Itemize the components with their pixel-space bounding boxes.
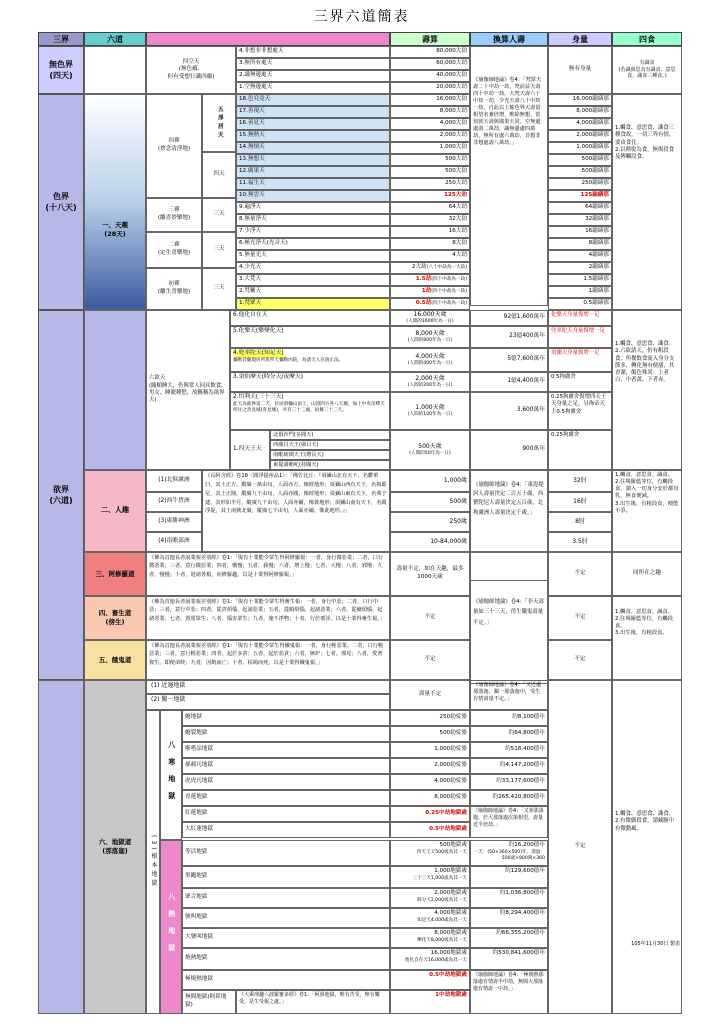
form-size: 500踰繕那	[548, 154, 612, 166]
hot-hell-life-value: 1中劫地獄歲	[435, 992, 467, 998]
hot-hell-life	[390, 840, 470, 866]
hot-hell-convert-value: 約129,600億年	[505, 868, 545, 874]
hot-hell-life-value: 0.5中劫地獄歲	[429, 972, 467, 978]
desire-convert: 23億400萬年	[470, 326, 548, 348]
formless-heaven: 4.非想非非想處天	[236, 46, 390, 58]
hot-hell-life	[390, 990, 470, 1014]
form-life-value: 16,000大劫	[436, 96, 467, 102]
cold-hell: 郝郝凡地獄	[182, 758, 390, 774]
continent: (3)東勝神洲	[146, 512, 202, 532]
asura-life: 壽量不定，如在天趣，最多1000天歲	[390, 552, 470, 596]
desire-heaven	[230, 326, 390, 348]
form-life	[390, 202, 470, 214]
form-size: 0.5踰繕那	[548, 298, 612, 310]
continent: (4)南贍部洲	[146, 532, 202, 552]
dhyana1: 初禪 (離生喜樂地)	[146, 268, 202, 310]
form-life	[390, 298, 470, 310]
hot-hell: 等活地獄	[182, 840, 390, 866]
header-size: 身量	[548, 32, 612, 46]
animal-food: 1.觸食、意思食、識食。 2.住羯羅藍等位，有觸段食。 3.出生後，有粗段食。	[612, 596, 682, 680]
avici-quote: 《大乘理趣六波羅蜜多經》卷1：「阿鼻地獄，唯有苦受，無有樂受，是生受報之處。」	[236, 990, 390, 1014]
form-life-value: 2大劫	[411, 264, 427, 270]
header-life: 壽算	[390, 32, 470, 46]
formless-life: 60,000大劫	[390, 58, 470, 70]
desire-life-value: 1,000天歲	[415, 403, 445, 411]
form-heaven: 9.遍淨天	[236, 202, 390, 214]
form-life	[390, 250, 470, 262]
hot-hell-life	[390, 928, 470, 948]
desire-life	[390, 430, 470, 470]
cold-hell: 皰地獄	[182, 710, 390, 726]
desire-life-value: 2,000天歲	[415, 374, 445, 382]
animal-life: 不定	[390, 596, 470, 640]
heaven-path-label: 一、天趣 (28天)	[102, 221, 128, 238]
form-heaven: 17.善現天	[236, 106, 390, 118]
hot-hell: 燒熱地獄	[182, 948, 390, 970]
human-life: 500歲	[390, 492, 470, 512]
desire-life-note: (人間的400年為一日)	[407, 360, 453, 366]
form-heaven: 7.少淨天	[236, 226, 390, 238]
ghost-size: 不定	[548, 640, 612, 680]
dhyana3: 三禪 (離喜妙樂地)	[146, 198, 202, 232]
root-hells-label: (3)根本地獄	[150, 835, 158, 889]
hot-hell-life-value: 2,000地獄歲	[434, 890, 467, 896]
form-life-value: 4大劫	[452, 252, 467, 258]
form-size: 125踰繕那	[548, 190, 612, 202]
solitary-hells: (2) 獨一地獄	[146, 694, 390, 710]
form-life	[390, 118, 470, 130]
hot-hell: 黑繩地獄	[182, 866, 390, 888]
form-life-value: 2,000大劫	[439, 132, 467, 138]
form-life	[390, 94, 470, 106]
hot-hell-life-value: 8,000地獄歲	[434, 930, 467, 936]
form-heaven: 18.色究竟天	[236, 94, 390, 106]
form-life-value: 32大劫	[448, 216, 467, 222]
header-path: 六道	[84, 32, 146, 46]
cold-hell-life: 0.25中劫地獄歲	[390, 806, 470, 822]
form-life	[390, 214, 470, 226]
desire-life-value: 8,000天歲	[415, 329, 445, 337]
form-life	[390, 130, 470, 142]
four-heavens: 四天	[202, 152, 236, 198]
desire-size: 兜率陀天身量復增一足	[548, 326, 612, 348]
cold-hell-life: 2,000劫娑婆	[390, 758, 470, 774]
formless-life: 40,000大劫	[390, 70, 470, 82]
hot-hell-life-note: 三十三天1,000歲為其一天	[412, 875, 467, 881]
desire-life	[390, 310, 470, 326]
pure-abodes	[202, 94, 236, 152]
desire-size: 化樂天身量復增一足	[548, 310, 612, 326]
form-size: 1,000踰繕那	[548, 142, 612, 154]
hot-hell-convert	[470, 840, 548, 866]
hot-hell-life-note: 知足天4,000歲為其一天	[417, 917, 467, 923]
hot-hell-convert: 《瑜伽師地論》卷4：「極燒熱那落迦有情壽半中劫，無間大那落迦有情壽一中劫。」	[470, 970, 548, 1014]
desire-heaven	[230, 392, 390, 430]
desire-heaven	[230, 348, 390, 372]
form-life-note: (八十中劫為一大劫)	[426, 265, 467, 270]
cold-hell-life: 500劫娑婆	[390, 726, 470, 742]
form-life	[390, 106, 470, 118]
form-life-value: 125大劫	[444, 192, 467, 198]
form-life	[390, 262, 470, 274]
form-size: 8踰繕那	[548, 238, 612, 250]
form-size: 1.5踰繕那	[548, 274, 612, 286]
human-food: 1.觸食、意思食、識食。 2.住羯羅藍等位，有觸段食，謂入一切身分安於都母乳，無食便減。 3.出生後，有粗段食，便能不爭。	[612, 470, 682, 552]
human-life: 250歲	[390, 512, 470, 532]
asura-path: 三、阿修羅道	[84, 552, 146, 596]
cold-hell-convert: 約265,420,800億年	[470, 790, 548, 806]
hot-hell-convert-value: 約530,841,600億年	[492, 950, 545, 956]
hot-hell-life-value: 4,000地獄歲	[434, 910, 467, 916]
human-life: 10-84,000歲	[390, 532, 470, 552]
hot-hell-convert	[470, 888, 548, 908]
animal-size: 不定	[548, 596, 612, 640]
hot-hell: 眾合地獄	[182, 888, 390, 908]
desire-life	[390, 348, 470, 372]
form-size: 250踰繕那	[548, 178, 612, 190]
desire-life	[390, 372, 470, 392]
desire-heaven-name: 6.他化自在天	[233, 312, 268, 318]
hot-hell-convert-note: 一天：(50×360×500)年，壽量：500歲×900萬×360	[473, 849, 545, 861]
four-kings-item: 北俱沙門(多聞天)	[270, 430, 390, 440]
cold-hell-life: 250劫娑婆	[390, 710, 470, 726]
formless-food: 有識食 (若識與思食有識食、意思食，識食三種食。)	[612, 46, 682, 94]
three-heavens-2: 三天	[202, 232, 236, 268]
form-life	[390, 178, 470, 190]
four-kings-item: 南毗琉璃天王(增長天)	[270, 450, 390, 460]
desire-size: 0.25拘盧舍	[548, 430, 612, 470]
near-life: 壽量不定	[390, 680, 470, 710]
hot-hells-label: 八熱地獄	[167, 893, 176, 961]
dhyana4: 四禪 (捨念清淨地)	[146, 94, 202, 198]
hot-hell-life-note: 樂化天8,000歲為其一天	[417, 937, 467, 943]
desire-size: 0.5拘盧舍	[548, 372, 612, 392]
desire-life-value: 500天歲	[418, 442, 442, 450]
form-heaven: 8.無量淨天	[236, 214, 390, 226]
hot-hell: 極燒熱地獄	[182, 970, 390, 990]
cold-hell-convert: 約8,100億年	[470, 710, 548, 726]
realm-formless: 無色界 (四天)	[38, 46, 84, 94]
hot-hell-life	[390, 866, 470, 888]
cold-hell-convert: 《瑜伽師地論》卷4：「又寒那落迦，於大那落迦次第相望，壽量近半倍劫。」	[470, 806, 548, 838]
hot-hell: 號叫地獄	[182, 908, 390, 928]
heaven-path	[84, 94, 146, 310]
hot-hell-convert	[470, 908, 548, 928]
hell-size: 不定	[548, 680, 612, 1014]
hot-hell-life-note: 四天王天500歲為其一天	[416, 849, 467, 855]
dhyana2: 二禪 (定生喜樂地)	[146, 232, 202, 268]
cold-hell-convert: 約4,147,200億年	[470, 758, 548, 774]
cold-hell: 紅蓮地獄	[182, 806, 390, 822]
continent: (2)西牛貨洲	[146, 492, 202, 512]
form-life-value: 1,000大劫	[439, 144, 467, 150]
form-life-value: 16大劫	[448, 228, 467, 234]
formless-life: 80,000大劫	[390, 46, 470, 58]
page-title: 三界六道簡表	[313, 9, 410, 25]
form-heaven: 3.大梵天	[236, 274, 390, 286]
hot-hell-convert-value: 約16,200億年	[508, 842, 545, 848]
form-life	[390, 166, 470, 178]
form-heaven: 13.無想天	[236, 154, 390, 166]
human-path	[84, 470, 146, 552]
form-life	[390, 274, 470, 286]
form-life-value: 0.5劫	[415, 300, 432, 306]
form-size: 2,000踰繕那	[548, 130, 612, 142]
form-life	[390, 142, 470, 154]
root-hells	[146, 710, 160, 1014]
form-life	[390, 286, 470, 298]
desire-life-note: (人間的200年為一日)	[407, 382, 453, 388]
hot-hell-life	[390, 970, 470, 990]
cold-hell-convert: 約518,400億年	[470, 742, 548, 758]
form-size: 1踰繕那	[548, 286, 612, 298]
desire-convert: 900萬年	[470, 430, 548, 470]
form-heaven: 16.善見天	[236, 118, 390, 130]
desire-size: 須彌天身量復增一足	[548, 348, 612, 372]
form-life-value: 4,000大劫	[439, 120, 467, 126]
desire-life	[390, 392, 470, 430]
animal-path: 四、畜生道 (傍生)	[84, 596, 146, 640]
desire-convert: 92億1,600萬年	[470, 310, 548, 326]
human-size: 16肘	[548, 492, 612, 512]
human-convert: 《瑜伽師地論》卷4：「東毘提訶人壽量決定二百五十歲，西瞿陀尼人壽量決定五百歲，北拘盧洲人壽量決定千歲。」	[470, 470, 548, 552]
cold-hell-life: 0.5中劫地獄歲	[390, 822, 470, 838]
desire-heaven	[230, 372, 390, 392]
form-life-value: 500大劫	[445, 168, 467, 174]
form-size: 4踰繕那	[548, 250, 612, 262]
hell-food: 1.觸食、意思食、識食。 2.有微細段食，謂藏腑中有微動風。	[612, 680, 682, 1014]
four-kings-item: 西廣目天王(廣目天)	[270, 440, 390, 450]
form-life-note: (四十中劫為一劫)	[431, 301, 467, 306]
formless-size: 無有身量	[548, 46, 612, 94]
realm-desire: 欲界 (六道)	[38, 310, 84, 680]
hot-hell-convert	[470, 928, 548, 948]
form-heaven: 1.梵眾天	[236, 298, 390, 310]
cold-hell: 皰裂地獄	[182, 726, 390, 742]
near-convert: 《瑜伽師地論》卷4：「又近邊那落迦、獨一那落迦中，受生有情壽量不定。」	[470, 680, 548, 710]
six-desire-heavens: 六欲天 (隨順睡大，仍與常人同具飲食、男女、睡眠種慾，故稱稱為欲界天)	[146, 310, 230, 470]
form-life-note: (四十中劫為一劫)	[431, 289, 467, 294]
cold-hell-convert: 約33,177,600億年	[470, 774, 548, 790]
form-size: 8,000踰繕那	[548, 106, 612, 118]
form-size: 500踰繕那	[548, 166, 612, 178]
cold-hell-life: 8,000劫娑婆	[390, 790, 470, 806]
formless-heaven: 3.無所有處天	[236, 58, 390, 70]
header-blank	[146, 32, 390, 46]
form-size: 64踰繕那	[548, 202, 612, 214]
hot-hell-life-value: 16,000地獄歲	[430, 950, 467, 956]
form-size: 16,000踰繕那	[548, 94, 612, 106]
human-path-label: 二、人趣	[101, 506, 129, 515]
hot-hell-convert-value: 約1,036,800億年	[499, 890, 545, 896]
form-size: 16踰繕那	[548, 226, 612, 238]
form-life	[390, 190, 470, 202]
formless-life: 20,000大劫	[390, 82, 470, 94]
desire-heaven-name: 1.四天王天	[233, 446, 262, 453]
form-heaven: 12.廣果天	[236, 166, 390, 178]
desire-size: 0.25拘盧舍復增四天王天身量之足，另佈帝天主0.5拘盧舍	[548, 392, 612, 430]
three-heavens-1: 三天	[202, 268, 236, 310]
hot-hell: 大號叫地獄	[182, 928, 390, 948]
cold-hells-label: 八寒地獄	[167, 741, 176, 809]
cold-hell: 哳嗒詀地獄	[182, 742, 390, 758]
animal-desc: 《佛為首迦長者說業報差別經》卷1：「復有十業能令眾生得畜生報：一者，身行中惡；二者，口行中惡；三者，意行中惡；四者，從貪煩惱，起諸惡業；五者，從瞋煩惱，起諸惡業；六者，從癡煩惱，起諸惡業；七者，毀罵眾生；八者，惱害眾生；九者，施不淨物；十者，行於邪淫。以是十業得畜生報。」	[146, 596, 390, 640]
desire-heaven	[230, 430, 270, 470]
hot-hell-life	[390, 908, 470, 928]
hot-hells	[160, 840, 182, 1014]
desire-life-note: (人間的50年為一日)	[409, 450, 451, 456]
form-life-value: 8,000大劫	[439, 108, 467, 114]
cold-hell: 大紅蓮地獄	[182, 822, 390, 838]
hot-hell-life-note: 時分天2,000歲為其一天	[417, 897, 467, 903]
four-kings-item: 東提頭賴吒(持國天)	[270, 460, 390, 470]
ghost-path: 五、餓鬼道	[84, 640, 146, 680]
hot-hell-convert	[470, 866, 548, 888]
near-hells: (1) 近邊地獄	[146, 680, 390, 694]
form-size: 4,000踰繕那	[548, 118, 612, 130]
desire-convert: 3,600萬年	[470, 392, 548, 430]
asura-food: 同所在之趣	[612, 552, 682, 596]
hot-hell-convert-value: 約66,355,200億年	[496, 930, 545, 936]
form-size: 2踰繕那	[548, 262, 612, 274]
asura-size: 不定	[548, 552, 612, 596]
desire-convert: 5億7,600萬年	[470, 348, 548, 372]
header-realm: 三界	[38, 32, 84, 46]
desire-heaven-name: 2.忉利天(三十三天)	[233, 394, 284, 400]
form-life-value: 1劫	[421, 288, 432, 294]
form-life	[390, 226, 470, 238]
realm-form: 色界 (十八天)	[38, 94, 84, 310]
desire-heaven-desc: 彌勒菩薩現居所衆所天彌勒內院，為諸天人宣說正法。	[233, 357, 344, 363]
desire-heaven	[230, 310, 390, 326]
asura-desc: 《佛為首迦長者說業報差別經》卷1：「復有十業能令眾生得阿修羅報：一者，身行微惡業；二者，口行微惡業；三者，意行微惡業；四者，憍慢；五者，我慢；六者，增上慢；七者，大慢；八者，邪慢；九者，慢慢；十者，迴諸善根，向修羅趣。以是十業得阿修羅報。」	[146, 552, 390, 596]
form-life-value: 250大劫	[445, 180, 467, 186]
header-convert: 換算人壽	[470, 32, 548, 46]
cold-hell: 青蓮地獄	[182, 790, 390, 806]
form-food: 1.觸食、意思食、識食三種食故，一切三界有情，要由食住。 2.以禪悅為食，無復段食及搏觸段食。	[612, 94, 682, 310]
ghost-life: 不定	[390, 640, 470, 680]
desire-food: 1.觸食、意思食、識食。 2.六欲諸天，仍有粗段食，所餐飲食流入身分支節多，轉化無有便溺，其香潔，飯色殊異：上者白，中者黃，下者赤。	[612, 310, 682, 470]
hot-hell-life	[390, 888, 470, 908]
form-heaven: 6.極光淨天(光音天)	[236, 238, 390, 250]
hot-hell-life-value: 1,000地獄歲	[434, 868, 467, 874]
human-size: 3.5肘	[548, 532, 612, 552]
form-life	[390, 154, 470, 166]
desire-heaven-name: 3.須焰摩天(時分天/夜摩天)	[233, 374, 303, 380]
desire-life-value: 16,000天歲	[413, 310, 447, 318]
form-life-value: 1.5劫	[415, 276, 432, 282]
pure-abodes-label: 五淨居天	[216, 105, 223, 141]
hot-hell-life-note: 他化自在天16,000歲為其一天	[404, 957, 467, 963]
animal-convert: 《瑜伽師地論》卷4：「非天壽量如三十三天，傍生餓鬼壽量不定。」	[470, 580, 548, 684]
cold-hell-convert: 約64,800億年	[470, 726, 548, 742]
hell-realm-col	[38, 680, 84, 1014]
formless-group: 四空天 (無色蘊， 但有受想行識四蘊)	[146, 46, 236, 94]
cold-hells	[160, 710, 182, 840]
form-life-value: 8大劫	[452, 240, 467, 246]
cold-hell-life: 4,000劫娑婆	[390, 774, 470, 790]
continent: (1)北俱盧洲	[146, 470, 202, 492]
form-life-note: (四十中劫為一劫)	[431, 277, 467, 282]
desire-heaven-desc: 此天為欲界第二天，位居須彌山頂上，山頂四方各八天城，加上中央帝釋天所住之善見城(喜見城)，共有三十三處，故稱三十三天。	[233, 401, 385, 413]
human-desc: 《長阿含經》卷18〈閻浮提州品1〉：「佛告比丘：『須彌山北有天下，名鬱單曰，其土正方，縱廣一萬由旬，人面亦方，像彼地形；須彌山西有天下，名拘耶尼，其土正圓，縱廣九千由旬，人面亦圓，像彼地形；須彌山東有天下，名弗于逮，其形如半月，縱廣九千由旬，人面亦爾，像彼地形；須彌山南有天下，名閻浮提，其土南狹北廣，縱廣七千由旬，人面亦爾，像此地形。』」	[202, 470, 390, 552]
header-food: 四食	[612, 32, 682, 46]
form-life	[390, 238, 470, 250]
hot-hell-life	[390, 948, 470, 970]
form-heaven: 15.無熱天	[236, 130, 390, 142]
formless-heaven: 1.空無邊處天	[236, 82, 390, 94]
human-size: 32肘	[548, 470, 612, 492]
desire-heaven-name: 4.兜率陀天(知足天)	[233, 350, 284, 356]
desire-heaven-name: 5.化樂天(樂變化天)	[233, 328, 284, 334]
human-size: 8肘	[548, 512, 612, 532]
form-life-value: 500大劫	[445, 156, 467, 162]
hot-hell-convert	[470, 948, 548, 970]
form-heaven: 5.無量光天	[236, 250, 390, 262]
form-heaven: 11.福生天	[236, 178, 390, 190]
ghost-desc: 《佛為首迦長者說業報差別經》卷1：「復有十業能令眾生得餓鬼報：一者，身行輕惡業；二者，口行輕惡業；三者，意行輕惡業；四者，起於多貪；五者，起於惡貪；六者，嫉妒；七者，邪見；八者，愛著資生，即便命終；九者，因飢而亡；十者，枯渴而死。以是十業得餓鬼報。」	[146, 640, 390, 680]
desire-life	[390, 326, 470, 348]
desire-life-note: (人間的1600年為一日)	[406, 318, 454, 324]
form-heaven: 2.梵輔天	[236, 286, 390, 298]
form-heaven: 14.無煩天	[236, 142, 390, 154]
formless-heaven: 2.識無邊處天	[236, 70, 390, 82]
desire-convert: 1億4,400萬年	[470, 372, 548, 392]
hot-hell-life-value: 500地獄歲	[439, 842, 467, 848]
hot-hell: 無間地獄(阿鼻地獄)	[182, 990, 236, 1014]
desire-life-note: (人間的800年為一日)	[407, 337, 453, 343]
form-life-value: 64大劫	[448, 204, 467, 210]
desire-life-note: (人間的100年為一日)	[407, 411, 453, 417]
three-heavens-3: 三天	[202, 198, 236, 232]
form-size: 32踰繕那	[548, 214, 612, 226]
hot-hell-convert-value: 約8,294,400億年	[499, 910, 545, 916]
form-heaven: 10.無雲天	[236, 190, 390, 202]
desire-life-value: 4,000天歲	[415, 352, 445, 360]
cold-hell-life: 1,000劫娑婆	[390, 742, 470, 758]
hell-path: 六、地獄道 (那落迦)	[84, 680, 146, 1014]
formless-convert: 《瑜伽師地論》卷4：「梵眾天壽二十中劫一劫，梵前益天壽四十中劫一劫，大梵天壽六十中劫一劫，少光天壽八十中劫一劫，自此以上餘色界天壽量相望名兼倍增，唯除無想，當知彼天壽與廣果天同。空無邊處壽二萬劫，識無邊處四萬劫，無所有處六萬劫，非想非非想處壽八萬劫。」	[470, 46, 548, 306]
human-life: 1,000歲	[390, 470, 470, 492]
cold-hell: 虎虎凡地獄	[182, 774, 390, 790]
form-heaven: 4.少光天	[236, 262, 390, 274]
date-note: 105年11月30日 製表	[631, 941, 680, 947]
